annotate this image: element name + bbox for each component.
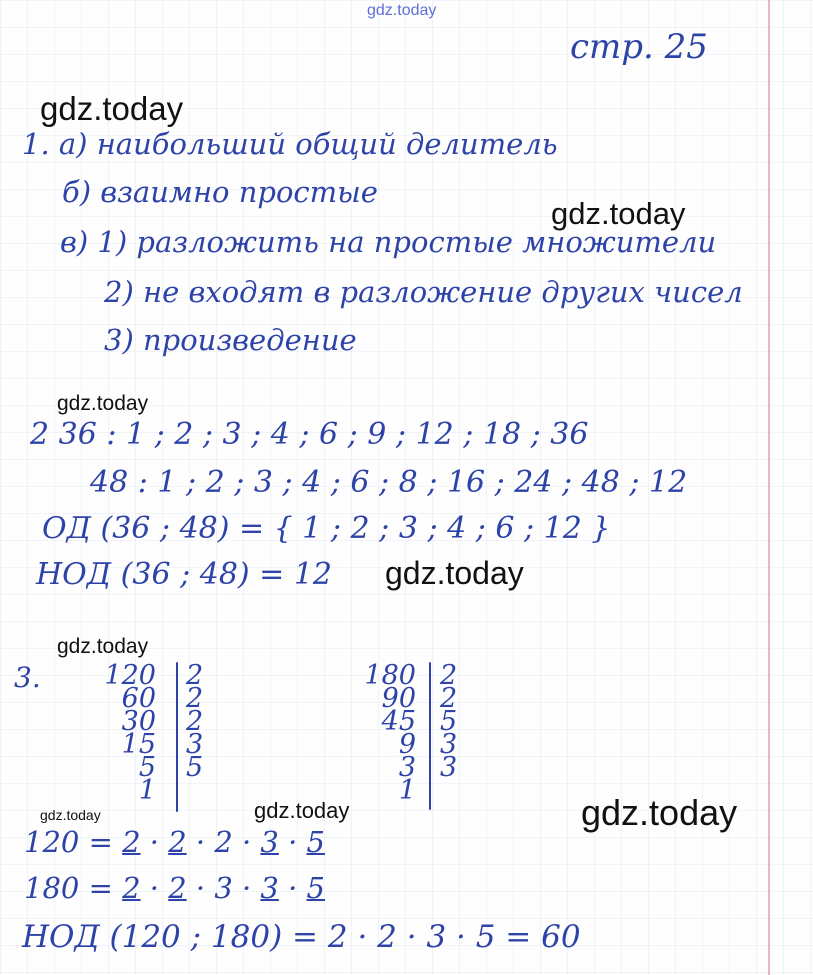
margin-line [768, 0, 770, 975]
table-cell: 3 [398, 752, 416, 783]
table-cell: 2 [186, 660, 204, 691]
table-cell: 2 [440, 683, 458, 714]
watermark-top: gdz.today [367, 2, 437, 19]
watermark: gdz.today [254, 798, 350, 823]
table-cell: 60 [121, 683, 156, 714]
table-cell: 45 [381, 706, 416, 737]
table-cell: 90 [381, 683, 416, 714]
factor: 2 [122, 871, 141, 905]
watermark: gdz.today [40, 90, 184, 127]
factor: 2 [168, 871, 187, 905]
table-cell: 3 [186, 729, 204, 760]
watermark: gdz.today [581, 792, 738, 833]
table-cell: 5 [440, 706, 458, 737]
page-number-label: стр. 25 [570, 27, 708, 67]
table-cell: 3 [440, 729, 458, 760]
table-cell: 2 [186, 683, 204, 714]
gcd-result: НОД (120 ; 180) = 2 · 2 · 3 · 5 = 60 [22, 919, 581, 955]
table-cell: 2 [440, 660, 458, 691]
factor-table-divider [429, 662, 431, 810]
factorization-180: 180 = 2 · 2 · 3 · 3 · 5 [24, 871, 325, 905]
factor-table-120-numbers [96, 660, 156, 806]
task2-divisors-36: 2 36 : 1 ; 2 ; 3 ; 4 ; 6 ; 9 ; 12 ; 18 ; 36 [30, 417, 589, 452]
watermark: gdz.today [551, 196, 686, 231]
factor: 3 [260, 825, 279, 859]
table-cell: 9 [398, 729, 416, 760]
table-cell: 1 [138, 775, 156, 806]
task1-line-b: б) взаимно простые [62, 175, 378, 209]
factor-table-180-numbers [350, 660, 416, 806]
watermark: gdz.today [385, 555, 524, 591]
table-cell: 1 [398, 775, 416, 806]
task1-line-a: 1. а) наибольший общий делитель [22, 127, 558, 161]
watermark: gdz.today [57, 635, 149, 658]
equation-lhs: 120 = [24, 825, 113, 859]
task2-common-divisors: ОД (36 ; 48) = { 1 ; 2 ; 3 ; 4 ; 6 ; 12 } [42, 511, 611, 546]
factor: 2 [122, 825, 141, 859]
task3-number: 3. [14, 661, 41, 694]
factor: 3 [260, 871, 279, 905]
factor-table-divider [176, 662, 178, 812]
table-cell: 5 [138, 752, 156, 783]
watermark: gdz.today [57, 392, 149, 415]
task1-line-v3: 3) произведение [104, 323, 357, 357]
table-cell: 180 [364, 660, 416, 691]
factor: 2 [168, 825, 187, 859]
table-cell: 120 [104, 660, 156, 691]
table-cell: 15 [121, 729, 156, 760]
table-cell: 30 [121, 706, 156, 737]
factor: 5 [306, 871, 325, 905]
factor-table-180-factors [440, 660, 470, 783]
factor: 3 [214, 871, 233, 905]
factorization-120: 120 = 2 · 2 · 2 · 3 · 5 [24, 825, 325, 859]
factor-table-120-factors [186, 660, 216, 783]
equation-lhs: 180 = [24, 871, 113, 905]
task1-line-v2: 2) не входят в разложение других чисел [104, 275, 743, 309]
table-cell: 5 [186, 752, 204, 783]
table-cell: 2 [186, 706, 204, 737]
task2-divisors-48: 48 : 1 ; 2 ; 3 ; 4 ; 6 ; 8 ; 16 ; 24 ; 48 ; 12 [90, 465, 688, 500]
factor: 2 [214, 825, 233, 859]
watermark: gdz.today [40, 807, 101, 823]
task1-line-v1: в) 1) разложить на простые множители [60, 225, 717, 259]
table-cell: 3 [440, 752, 458, 783]
task2-gcd: НОД (36 ; 48) = 12 [36, 557, 333, 592]
factor: 5 [306, 825, 325, 859]
